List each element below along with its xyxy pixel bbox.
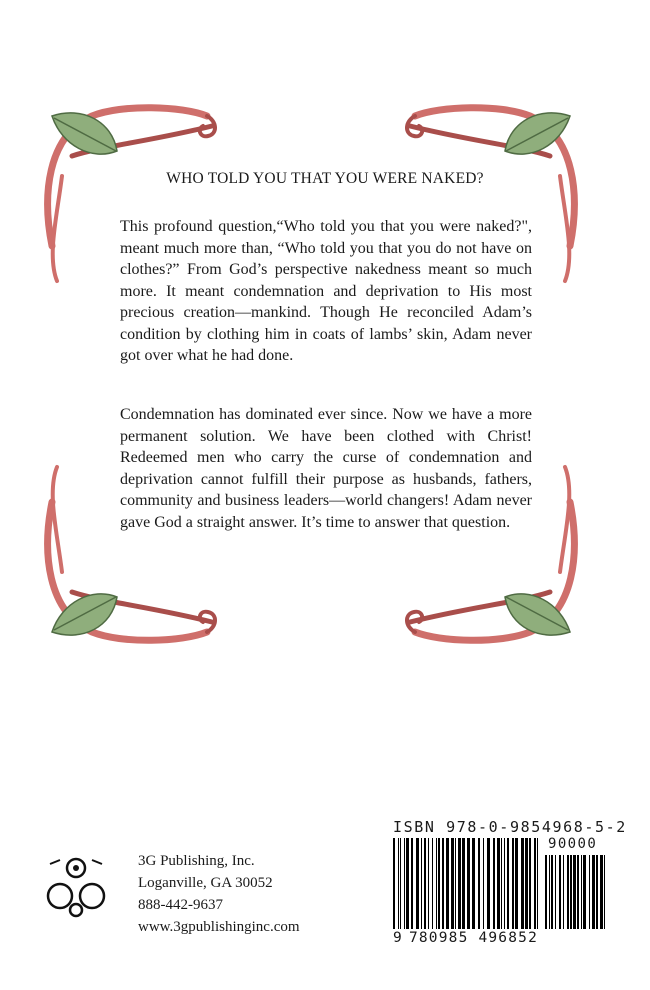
barcode-bar (549, 855, 550, 929)
barcode-bar (521, 838, 524, 929)
barcode-bar (559, 855, 561, 929)
barcode-bar (497, 838, 500, 929)
barcode-first-digit: 9 (393, 930, 403, 946)
blurb-paragraph-1: This profound question,“Who told you that you were naked?", meant much more than, “Who told you that you do not have on clothes?” From God’s perspective nakedness meant so much more. It meant condemnation and deprivation to His most precious creation—mankind. Though He reconciled Adam’s condition by clothing him in coats of lambs’ skin, Adam never got over what he had done. (120, 218, 532, 364)
barcode-bar (462, 838, 465, 929)
publisher-name: 3G Publishing, Inc. (138, 853, 255, 869)
barcode-bar (504, 838, 505, 929)
price-barcode (545, 855, 608, 929)
blurb-paragraph-2: Condemnation has dominated ever since. Now we have a more permanent solution. We have been clothed with Christ! Redeemed men who carry the curse of condemnation and deprivation cannot fulfill their purpose as husbands, fathers, community and business leaders—world changers! Adam never gave God a straight answer. It’s time to answer that question. (120, 406, 532, 531)
barcode-bar (411, 838, 413, 929)
barcode-bar (551, 855, 553, 929)
barcode-digits (393, 930, 538, 946)
barcode-bar (493, 838, 495, 929)
barcode-bar (487, 838, 490, 929)
barcode-bar (421, 838, 422, 929)
barcode-bar (589, 855, 590, 929)
barcode-bar (428, 838, 429, 929)
publisher-logo-icon (38, 852, 118, 932)
barcode-bar (501, 838, 502, 929)
barcode-bar (404, 838, 405, 929)
barcode-bar (436, 838, 437, 929)
barcode-bar (545, 855, 547, 929)
barcode-bar (596, 855, 598, 929)
price-code: 90000 (548, 836, 598, 852)
barcode-bar (570, 855, 572, 929)
barcode-bar (600, 855, 603, 929)
barcode-bar (512, 838, 514, 929)
barcode-bar (451, 838, 454, 929)
barcode-digit-groups: 780985 496852 (408, 930, 539, 946)
barcode-bar (581, 855, 582, 929)
cover-title: WHO TOLD YOU THAT YOU WERE NAKED? (166, 170, 484, 187)
barcode-bar (393, 838, 395, 929)
barcode-bar (592, 855, 595, 929)
barcode-bar (455, 838, 456, 929)
barcode-bar (583, 855, 586, 929)
publisher-phone: 888-442-9637 (138, 897, 223, 913)
barcode-bar (563, 855, 564, 929)
barcode-bar (515, 838, 518, 929)
barcode-bar (400, 838, 401, 929)
barcode-bar (467, 838, 470, 929)
barcode-bar (529, 838, 531, 929)
barcode-bar (534, 838, 536, 929)
barcode-bar (438, 838, 440, 929)
barcode-bar (507, 838, 509, 929)
barcode-bar (472, 838, 475, 929)
barcode-bar (577, 855, 579, 929)
barcode-bar (604, 855, 605, 929)
barcode-bar (525, 838, 528, 929)
barcode-bar (424, 838, 426, 929)
publisher-website[interactable]: www.3gpublishinginc.com (138, 919, 300, 935)
barcode-bar (442, 838, 444, 929)
barcode-bar (555, 855, 556, 929)
barcode-bar (537, 838, 538, 929)
barcode-bar (416, 838, 419, 929)
isbn-label: ISBN 978-0-9854968-5-2 (393, 818, 627, 836)
barcode-bar (573, 855, 576, 929)
barcode-bar (458, 838, 461, 929)
publisher-info (138, 850, 300, 938)
publisher-city: Loganville, GA 30052 (138, 875, 273, 891)
barcode-bar (398, 838, 399, 929)
barcode-bar (567, 855, 569, 929)
barcode-bar (483, 838, 484, 929)
barcode-bar (406, 838, 409, 929)
barcode-bar (432, 838, 433, 929)
barcode-bar (478, 838, 480, 929)
barcode-bar (446, 838, 449, 929)
isbn-barcode (393, 838, 538, 929)
